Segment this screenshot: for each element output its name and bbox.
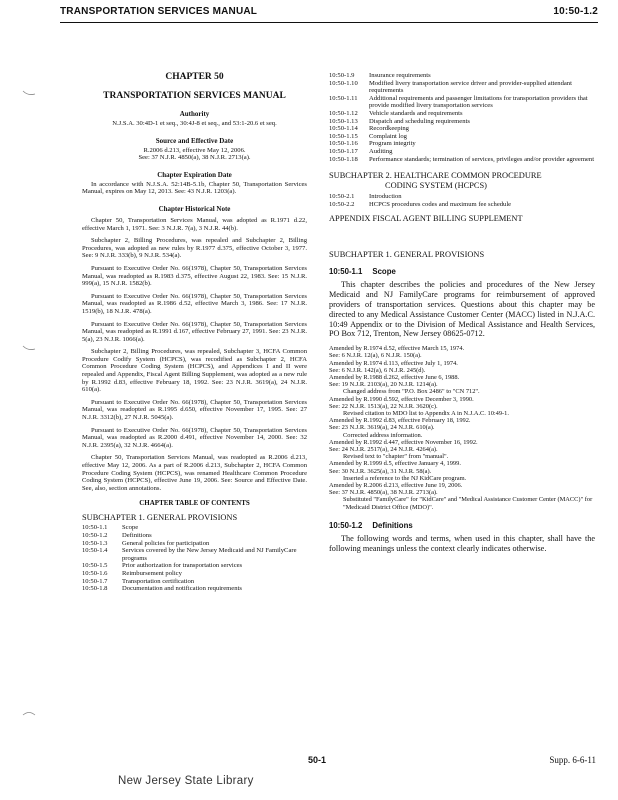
toc-item-number: 10:50-1.7 [82, 577, 108, 585]
toc-list [82, 524, 307, 592]
toc-item [82, 540, 307, 548]
toc-item-number: 10:50-1.18 [329, 155, 358, 163]
toc-subchapter-1-heading: SUBCHAPTER 1. GENERAL PROVISIONS [82, 512, 238, 522]
history-note: Corrected address information. [343, 431, 423, 439]
subchapter-1-heading: SUBCHAPTER 1. GENERAL PROVISIONS [329, 249, 485, 259]
toc-item-number: 10:50-1.3 [82, 539, 108, 547]
toc-item-number: 10:50-2.1 [329, 193, 355, 201]
toc-item-title: Services covered by the New Jersey Medicaid and NJ FamilyCare programs [122, 547, 297, 562]
toc-item-title: Definitions [122, 532, 152, 540]
toc-item-title: HCPCS procedures codes and maximum fee schedule [369, 200, 512, 208]
history-line: Amended by R.1988 d.262, effective June 6, 1988. [329, 373, 460, 381]
toc-item [82, 570, 307, 578]
toc-item-title: Modified livery transportation service driver and provider-supplied attendant requirements [369, 79, 572, 95]
toc-item-number: 10:50-1.16 [329, 140, 358, 148]
toc-item-title: Insurance requirements [369, 72, 431, 79]
toc-item [329, 140, 595, 148]
history-note: Revised text to "chapter" from "manual". [343, 453, 449, 461]
header-section-range: 10:50-1.2 [553, 6, 598, 17]
toc-item-number: 10:50-1.14 [329, 125, 358, 133]
history-line: Amended by R.1974 d.52, effective March 15, 1974. [329, 345, 465, 353]
history-paragraph: Pursuant to Executive Order No. 66(1978), Chapter 50, Transportation Services Manual, was readopted as R.1995 d.650, effective November 17, 1995. See: 27 N.J.R. 3312(b), 27 N.J.R. 5045(a). [82, 398, 307, 422]
history-line: See: 22 N.J.R. 1513(a), 22 N.J.R. 3620(c). [329, 402, 438, 410]
toc-item-number: 10:50-1.15 [329, 132, 358, 140]
toc-item-number: 10:50-1.17 [329, 147, 358, 155]
toc-item-title: Vehicle standards and requirements [369, 109, 463, 117]
toc-item-number: 10:50-1.10 [329, 79, 358, 87]
toc-item [329, 125, 595, 133]
toc-item-title: Scope [122, 524, 139, 532]
history-line: Amended by R.1992 d.447, effective November 16, 1992. [329, 438, 478, 446]
history-line: Amended by R.1999 d.5, effective January 4, 1999. [329, 460, 461, 468]
authority-text: N.J.S.A. 30:4D-1 et seq., 30:4J-8 et seq., and 53:1-20.6 et seq. [112, 120, 277, 127]
history-line: See: 24 N.J.R. 2517(a), 24 N.J.R. 4264(a). [329, 445, 438, 453]
history-line: See: 30 N.J.R. 3625(a), 31 N.J.R. 58(a). [329, 467, 432, 475]
history-line: See: 37 N.J.R. 4850(a), 38 N.J.R. 2713(a). [329, 489, 438, 497]
toc-subchapter-2-list [329, 193, 595, 208]
toc-item [329, 72, 595, 80]
toc-item-title: Recordkeeping [369, 125, 409, 133]
left-column [82, 72, 307, 593]
history-line: See: 23 N.J.R. 3619(a), 24 N.J.R. 610(a). [329, 424, 435, 432]
toc-item [82, 578, 307, 586]
history-paragraph: Chapter 50, Transportation Services Manual, was adopted as R.1971 d.22, effective March 1, 1971. See: 3 N.J.R. 7(a), 3 N.J.R. 44(b). [82, 216, 307, 232]
toc-item-title: Prior authorization for transportation services [122, 562, 243, 570]
section-heading-definitions [329, 521, 595, 530]
history-line: Amended by R.1990 d.592, effective December 3, 1990. [329, 395, 474, 403]
toc-item [82, 524, 307, 532]
header-title: TRANSPORTATION SERVICES MANUAL [60, 6, 258, 17]
toc-item-number: 10:50-2.2 [329, 200, 355, 208]
history-paragraph: Chapter 50, Transportation Services Manual, was readopted as R.2006 d.213, effective May 12, 2006. As a part of R.2006 d.213, Subchapter 2, HCFA Common Procedure Coding System (HCPCS), was renamed Healthcare Common Procedure Coding System (HCPCS), effective June 19, 2006. See: Source and Effective Date. See, also, section annotations. [82, 454, 307, 492]
history-line: Amended by R.2006 d.213, effective June 19, 2006. [329, 481, 463, 489]
section-heading-scope [329, 267, 595, 276]
history-line: See: 19 N.J.R. 2103(a), 20 N.J.R. 1214(a). [329, 381, 438, 389]
definitions-text: The following words and terms, when used in this chapter, shall have the following meanings unless the context clearly indicates otherwise. [329, 533, 595, 553]
expiration-text: In accordance with N.J.S.A. 52:14B-5.1b, Chapter 50, Transportation Services Manual, expires on May 12, 2013. See: 43 N.J.R. 1203(a). [82, 180, 307, 196]
toc-heading: CHAPTER TABLE OF CONTENTS [139, 499, 250, 508]
expiration-heading: Chapter Expiration Date [157, 170, 232, 179]
toc-subchapter-2-heading-cont: CODING SYSTEM (HCPCS) [385, 180, 487, 190]
toc-appendix: APPENDIX FISCAL AGENT BILLING SUPPLEMENT [329, 214, 523, 224]
toc-item-number: 10:50-1.8 [82, 585, 108, 593]
margin-mark [22, 90, 36, 96]
toc-item [329, 80, 595, 95]
history-paragraph: Pursuant to Executive Order No. 66(1978), Chapter 50, Transportation Services Manual, was readopted as R.1991 d.167, effective February 27, 1991. See: 23 N.J.R. 5(a), 23 N.J.R. 1066(a). [82, 320, 307, 343]
toc-item-number: 10:50-1.12 [329, 109, 358, 117]
section-title: Definitions [372, 520, 413, 530]
toc-item-title: General policies for participation [122, 539, 210, 547]
toc-item-title: Documentation and notification requirements [122, 585, 242, 593]
toc-item [329, 133, 595, 141]
section-number: 10:50-1.2 [329, 520, 363, 530]
toc-item-number: 10:50-1.13 [329, 117, 358, 125]
toc-item-title: Complaint log [369, 132, 407, 140]
history-paragraph: Subchapter 2, Billing Procedures, was repealed and Subchapter 2, Billing Procedures, was adopted as new rules by R.1977 d.375, effective October 3, 1977. See: 9 N.J.R. 333(b), 9 N.J.R. 534(a). [82, 237, 307, 260]
toc-item [329, 110, 595, 118]
toc-item [329, 95, 595, 110]
header-rule [60, 22, 598, 23]
toc-item [329, 148, 595, 156]
toc-subchapter-2-heading: SUBCHAPTER 2. HEALTHCARE COMMON PROCEDURE [329, 171, 542, 181]
toc-item-title: Dispatch and scheduling requirements [369, 117, 470, 125]
toc-item [329, 193, 595, 201]
toc-item-title: Additional requirements and passenger limitations for transportation providers that provide modified livery transportation services [369, 94, 588, 110]
history-paragraphs [82, 217, 307, 492]
scope-text: This chapter describes the policies and procedures of the New Jersey Medicaid and NJ FamilyCare programs for reimbursement of approved providers of transportation services. Questions about this chapter may be directed to any Medical Assistance Customer Center (MACC) listed in N.J.A.C. 10:49 Appendix or to the Division of Medical Assistance and Health Services, PO Box 712, Trenton, New Jersey 08625-0712. [329, 280, 595, 339]
section-number: 10:50-1.1 [329, 267, 363, 277]
scope-history [329, 345, 595, 511]
section-title: Scope [372, 267, 396, 277]
margin-mark [22, 345, 36, 351]
toc-item [82, 562, 307, 570]
toc-item-title: Reimbursement policy [122, 570, 182, 578]
right-column [329, 72, 595, 559]
supplement-date: Supp. 6-6-11 [549, 755, 596, 765]
toc-item [329, 156, 595, 164]
toc-item-number: 10:50-1.6 [82, 570, 108, 578]
page-number: 50-1 [308, 755, 327, 765]
history-paragraph: Pursuant to Executive Order No. 66(1978), Chapter 50, Transportation Services Manual, was readopted as R.1986 d.52, effective March 3, 1986. See: 17 N.J.R. 1519(b), 18 N.J.R. 478(a). [82, 292, 307, 315]
toc-item [82, 585, 307, 593]
history-line: See: 6 N.J.R. 142(a), 6 N.J.R. 245(d). [329, 366, 426, 374]
history-line: Amended by R.1974 d.113, effective July 1, 1974. [329, 359, 458, 367]
source-heading: Source and Effective Date [155, 136, 234, 145]
history-note: Inserted a reference to the NJ KidCare program. [343, 474, 467, 482]
toc-item-title: Auditing [369, 147, 393, 155]
toc-item [82, 547, 307, 562]
toc-item-title: Performance standards; termination of services, privileges and/or provider agreement [369, 155, 595, 163]
history-paragraph: Pursuant to Executive Order No. 66(1978), Chapter 50, Transportation Services Manual, was readopted as R.1983 d.375, effective August 22, 1983. See: 15 N.J.R. 999(a), 15 N.J.R. 1582(b). [82, 264, 307, 288]
margin-mark [22, 710, 36, 716]
toc-item-number: 10:50-1.11 [329, 94, 358, 102]
history-heading: Chapter Historical Note [158, 204, 231, 213]
chapter-title: TRANSPORTATION SERVICES MANUAL [103, 91, 286, 101]
toc-item [82, 532, 307, 540]
toc-item-number: 10:50-1.5 [82, 562, 108, 570]
source-line-2: See: 37 N.J.R. 4850(a), 38 N.J.R. 2713(a). [138, 154, 251, 162]
source-line-1: R.2006 d.213, effective May 12, 2006. [143, 146, 246, 154]
toc-item-title: Introduction [369, 193, 402, 201]
toc-item-number: 10:50-1.2 [82, 532, 108, 540]
toc-item-title: Program integrity [369, 140, 416, 148]
toc-item-title: Transportation certification [122, 577, 195, 585]
toc-item [329, 118, 595, 126]
authority-heading: Authority [179, 110, 210, 118]
toc-list-continued [329, 72, 595, 163]
chapter-number: CHAPTER 50 [165, 72, 224, 82]
library-stamp: New Jersey State Library [118, 775, 254, 787]
history-note: Substituted "FamilyCare" for "KidCare" and "Medical Assistance Customer Center (MACC)" for "Medicaid District Office (MDO)". [343, 496, 593, 511]
toc-item-number: 10:50-1.4 [82, 547, 108, 555]
toc-item-number: 10:50-1.9 [329, 72, 355, 79]
history-paragraph: Subchapter 2, Billing Procedures, was repealed, Subchapter 3, HCFA Common Procedure Codify System (HCPCS), was recodified as Subchapter 2, HCFA Common Procedure Coding System (HCPCS), and Appendices I and II were repealed and Appendix, Fiscal Agent Billing Supplement, was adopted as a new rule by R.1992 d.83, effective February 18, 1992. See: 23 N.J.R. 3619(a), 24 N.J.R. 610(a). [82, 348, 307, 394]
history-line: See: 6 N.J.R. 12(a), 6 N.J.R. 150(a). [329, 352, 422, 360]
history-line: Amended by R.1992 d.83, effective February 18, 1992. [329, 417, 471, 425]
toc-item [329, 201, 595, 209]
toc-item-number: 10:50-1.1 [82, 524, 108, 532]
history-note: Revised citation to MDO list to Appendix A in N.J.A.C. 10:49-1. [343, 409, 509, 417]
running-header [60, 6, 598, 20]
history-note: Changed address from "P.O. Box 2486" to "CN 712". [343, 388, 480, 396]
history-paragraph: Pursuant to Executive Order No. 66(1978), Chapter 50, Transportation Services Manual, was readopted as R.2000 d.491, effective November 14, 2000. See: 32 N.J.R. 2395(a), 32 N.J.R. 4664(a). [82, 426, 307, 449]
